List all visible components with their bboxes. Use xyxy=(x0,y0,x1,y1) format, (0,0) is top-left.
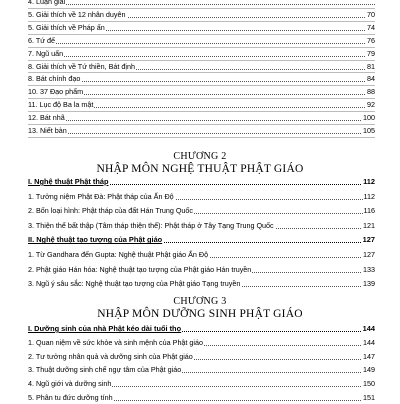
dot-leader xyxy=(28,120,375,121)
toc-entry xyxy=(0,125,400,137)
toc-entry-page: 127 xyxy=(363,250,375,259)
toc-entry xyxy=(0,264,400,276)
toc-entry-page: 81 xyxy=(367,61,375,71)
toc-entry xyxy=(0,278,400,290)
dot-leader xyxy=(28,43,375,44)
toc-entry-title: I. Nghệ thuật Phật tháp xyxy=(28,177,109,186)
toc-entry-title: 1. Quan niệm về sức khỏe và sinh mệnh của Phật giáo xyxy=(28,337,204,347)
toc-entry xyxy=(0,61,400,73)
dot-leader xyxy=(28,4,375,5)
toc-entry xyxy=(0,0,400,8)
toc-entry-title: 6. Tứ đế xyxy=(28,35,56,45)
toc-section-heading xyxy=(0,323,400,335)
toc-entry-title: 5. Giải thích về Pháp ấn xyxy=(28,22,105,32)
toc-entry-page: 144 xyxy=(362,324,375,333)
toc-entry-title: 13. Niết bàn xyxy=(28,126,67,135)
toc-entry-title: 3. Thuật dưỡng sinh chế ngự tâm của Phật giáo xyxy=(28,365,182,375)
toc-entry xyxy=(0,22,400,34)
toc-entry xyxy=(0,99,400,111)
toc-entry xyxy=(0,205,400,217)
toc-entry xyxy=(0,249,400,261)
toc-entry xyxy=(0,392,400,404)
toc-entry-page: 76 xyxy=(367,35,375,45)
toc-entry-page: 150 xyxy=(363,379,375,389)
row-divider xyxy=(28,137,375,138)
toc-entry-title: 3. Ngũ ý sâu sắc: Nghệ thuật tạo tượng của Phật giáo Tạng truyền xyxy=(28,279,241,289)
chapter-2-title: NHẬP MÔN NGHỆ THUẬT PHẬT GIÁO xyxy=(96,163,304,175)
toc-entry-page: 147 xyxy=(363,351,375,361)
toc-entry-page: 74 xyxy=(367,22,375,32)
toc-entry xyxy=(0,86,400,98)
toc-entry xyxy=(0,9,400,21)
toc-entry-page: 116 xyxy=(363,206,375,216)
toc-section-heading xyxy=(0,176,400,188)
toc-entry xyxy=(0,191,400,203)
toc-entry xyxy=(0,112,400,124)
toc-entry xyxy=(0,35,400,47)
toc-entry-title: 3. Thiện thể bất thập (Tâm tháp thiện thể): Phật tháp ở Tây Tạng Trung Quốc xyxy=(28,220,274,230)
toc-entry xyxy=(0,351,400,363)
toc-entry xyxy=(0,364,400,376)
chapter-3-title: NHẬP MÔN DƯỠNG SINH PHẬT GIÁO xyxy=(97,308,303,320)
dot-leader xyxy=(28,133,375,134)
toc-entry-page: 92 xyxy=(367,100,375,110)
toc-entry-title: II. Nghệ thuật tạo tượng của Phật giáo xyxy=(28,235,163,245)
toc-entry xyxy=(0,337,400,349)
toc-entry xyxy=(0,220,400,232)
toc-entry-title: 8. Giải thích về Tứ thiền, Bát định xyxy=(28,61,135,71)
toc-entry-page: 112 xyxy=(363,191,375,201)
toc-entry-title: 4. Luận giải xyxy=(28,0,66,8)
toc-entry-title: 8. Bát chính đạo xyxy=(28,74,81,84)
dot-leader xyxy=(28,56,375,57)
toc-entry-title: 2. Bốn loại hình: Phật tháp của đất Hán Trung Quốc xyxy=(28,206,194,216)
toc-entry-page: 133 xyxy=(363,264,375,274)
toc-section-heading xyxy=(0,234,400,246)
toc-entry-page: 144 xyxy=(363,337,375,347)
toc-entry-title: 2. Tư tưởng nhân quả và dưỡng sinh của Phật giáo xyxy=(28,351,193,361)
toc-entry-title: 7. Ngũ uẩn xyxy=(28,48,64,58)
toc-entry-title: 11. Lục độ Ba la mật xyxy=(28,100,94,110)
toc-entry-page: 139 xyxy=(363,279,375,289)
toc-entry-page: 88 xyxy=(367,87,375,97)
toc-entry-title: 2. Phật giáo Hán hóa: Nghệ thuật tạo tượng của Phật giáo Hán truyền xyxy=(28,264,252,274)
toc-entry xyxy=(0,73,400,85)
toc-entry-page: 70 xyxy=(367,9,375,19)
toc-entry-page: 84 xyxy=(367,74,375,84)
toc-entry-page: 79 xyxy=(367,48,375,58)
toc-entry-title: 5. Phân tu đức dưỡng tính xyxy=(28,393,113,402)
chapter-3-number: CHƯƠNG 3 xyxy=(173,296,227,307)
toc-entry-title: I. Dưỡng sinh của nhà Phật kéo dài tuổi thọ xyxy=(28,324,182,333)
toc-entry-page: 151 xyxy=(363,393,375,402)
toc-entry-page: 127 xyxy=(362,235,375,245)
toc-entry-title: 5. Giải thích về 12 nhân duyên xyxy=(28,9,126,19)
chapter-2-number: CHƯƠNG 2 xyxy=(173,151,227,162)
toc-entry-title: 4. Ngũ giới và dưỡng sinh xyxy=(28,379,112,389)
toc-entry-title: 1. Từ Gandhara đến Gupta: Nghệ thuật Phật giáo Ấn Độ xyxy=(28,250,209,259)
toc-entry-page: 121 xyxy=(363,220,375,230)
toc-entry-title: 10. 37 Đạo phẩm xyxy=(28,87,84,97)
toc-entry-page: 149 xyxy=(363,365,375,375)
toc-entry xyxy=(0,378,400,390)
toc-entry-title: 1. Tưởng niệm Phật Đà: Phật tháp của Ấn Độ xyxy=(28,191,174,201)
toc-entry-page: 100 xyxy=(363,113,375,123)
toc-entry-page: 112 xyxy=(363,177,375,186)
toc-entry-title: 12. Bát nhã xyxy=(28,113,65,123)
toc-entry xyxy=(0,48,400,60)
toc-entry-page: 105 xyxy=(363,126,375,135)
